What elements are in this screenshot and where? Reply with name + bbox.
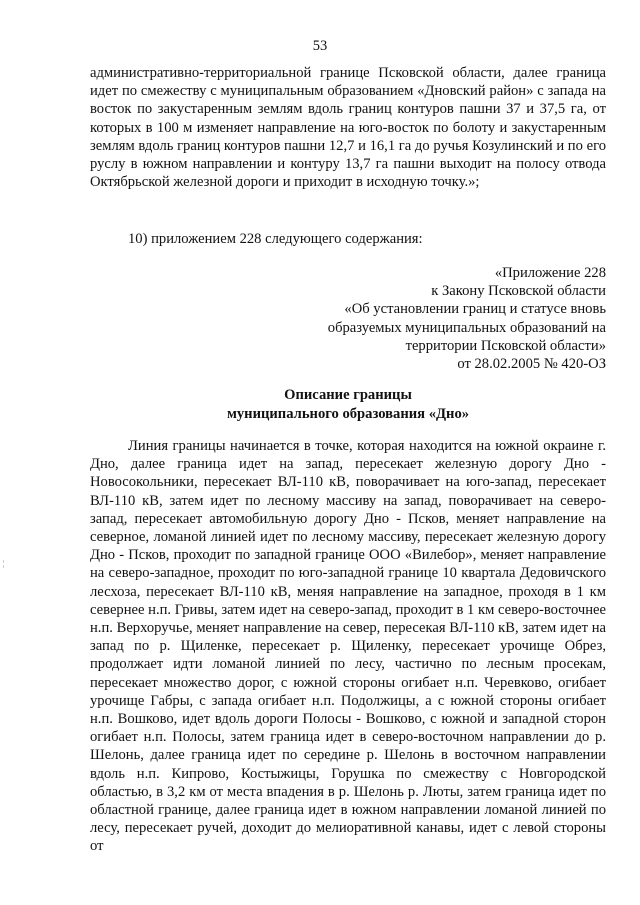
amendment-item-10: 10) приложением 228 следующего содержания: [128, 231, 423, 247]
scan-edge-mark [3, 560, 12, 568]
appendix-header-block [300, 264, 606, 373]
paragraph-continuation: административно-территориальной границе Псковской области, далее граница идет по смежеству с муниципальным образованием «Дновский район» с запада на восток по закустаренным землям вдоль границ контуров пашни 37 и 37,5 га, от которых в 100 м изменяет направление на юго-восток по болоту и закустаренным землям вдоль границ контуров пашни 12,7 и 16,1 га до ручья Козулинский и по его руслу в южном направлении и контуру 13,7 га пашни выходит на полосу отвода Октябрьской железной дороги и приходит в исходную точку.»; [90, 65, 606, 191]
page-number: 53 [312, 38, 328, 54]
appendix-law-date: от 28.02.2005 № 420-ОЗ [457, 356, 606, 373]
section-heading-line2: муниципального образования «Дно» [226, 405, 470, 422]
appendix-title: «Приложение 228 [494, 265, 606, 281]
section-heading-line1: Описание границы [284, 387, 412, 403]
appendix-law-name-line3: территории Псковской области» [405, 337, 606, 354]
appendix-law-name-line1: «Об установлении границ и статусе вновь [344, 301, 606, 318]
boundary-description: Линия границы начинается в точке, которая находится на южной окраине г. Дно, далее граница идет на запад, пересекает железную дорогу Дно - Новосокольники, пересекает ВЛ-110 кВ, поворачивает на юго-запад, пересекает ВЛ-110 кВ, затем идет по лесному массиву на запад, поворачивает на северо-запад, пересекает автомобильную дорогу Дно - Псков, меняет направление на северное, ломаной линией идет по лесному массиву, пересекает железную дорогу Дно - Псков, проходит по западной границе ООО «Вилебор», меняет направление на северо-западное, проходит по юго-западной границе 10 квартала Дедовичского лесхоза, пересекает ВЛ-110 кВ, меняя направление на западное, проходя в 1 км севернее н.п. Гривы, затем идет на северо-запад, проходит в 1 км северо-восточнее н.п. Верхоручье, меняет направление на север, пересекая ВЛ-110 кВ, затем идет на запад по р. Щиленке, пересекает р. Щиленку, пересекает урочище Обрез, продолжает идти ломаной линией по лесу, частично по лесным просекам, пересекает множество дорог, с южной стороны огибает н.п. Черевково, огибает урочище Габры, с запада огибает н.п. Подолжицы, а с южной стороны огибает н.п. Вошково, идет вдоль дороги Полосы - Вошково, с южной и западной сторон огибает н.п. Полосы, затем граница идет в северо-восточном направлении до р. Шелонь, далее граница идет по середине р. Шелонь в восточном направлении вдоль н.п. Кипрово, Костыжицы, Горушка по смежеству с Новгородской областью, в 3,2 км от места впадения в р. Шелонь р. Люты, затем граница идет по областной границе, далее граница идет в южном направлении ломаной линией по лесу, пересекает ручей, доходит до мелиоративной канавы, идет с левой стороны от [90, 438, 606, 855]
appendix-law-reference: к Закону Псковской области [431, 283, 606, 300]
section-heading [90, 386, 606, 423]
appendix-law-name-line2: образуемых муниципальных образований на [327, 319, 606, 336]
